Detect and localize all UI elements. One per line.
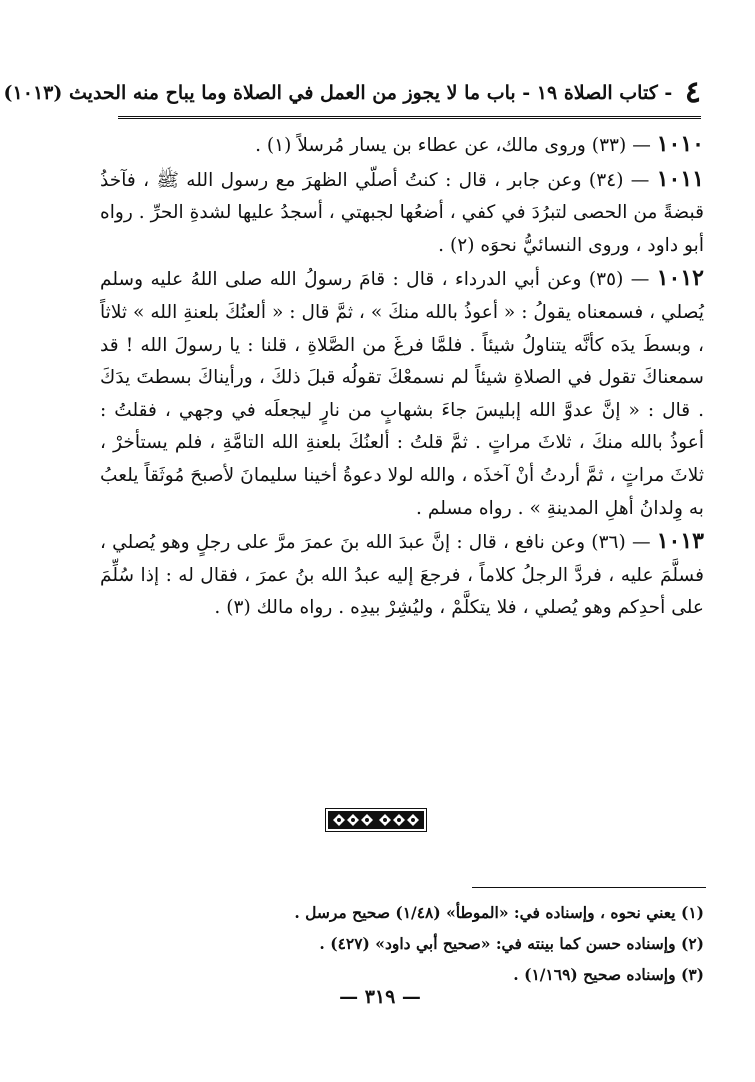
main-text (100, 128, 704, 628)
hadith-entry (100, 163, 704, 263)
page-number: — ٣١٩ — (339, 986, 421, 1008)
hadith-text: — (٣٣) وروى مالك، عن عطاء بن يسار مُرسلاً (١) . (255, 135, 651, 156)
footnote: (١) يعني نحوه ، وإسناده في: «الموطأ» (١/٤٨) صحيح مرسل . (294, 903, 704, 922)
hadith-entry (100, 525, 704, 625)
book-title: كتاب الصلاة (563, 82, 658, 104)
chapter-title: ١٩ - باب ما لا يجوز من العمل في الصلاة وما يباح منه (132, 82, 558, 104)
footnote-divider (472, 887, 706, 888)
hadith-number: ١٠١٣ (656, 528, 704, 555)
hadith-range: (١٠١٣) (3, 82, 63, 104)
hadith-number: ١٠١٠ (656, 131, 704, 157)
part-number: ٤ (684, 75, 701, 110)
running-header: ٤ - كتاب الصلاة ١٩ - باب ما لا يجوز من العمل في الصلاة وما يباح منه الحديث (١٠١٣) (118, 70, 701, 119)
footnotes (200, 897, 704, 990)
hadith-entry (100, 262, 704, 525)
ornament-divider-icon (325, 808, 427, 832)
hadith-text: — (٣٦) وعن نافع ، قال : إنَّ عبدَ الله بنَ عمرَ مرَّ على رجلٍ وهو يُصلي ، فسلَّمَ عليه ، فردَّ الرجلُ كلاماً ، فرجعَ إليه عبدُ الله بنُ عمرَ ، فقال له : إذا سُلِّمَ على أحدِكم وهو يُصلي ، فلا يتكلَّمْ ، وليُشِرْ بيدِه . رواه مالك (٣) . (100, 532, 704, 619)
hadith-text: — (٣٥) وعن أبي الدرداء ، قال : قامَ رسولُ الله صلى اللهُ عليه وسلم يُصلي ، فسمعناه يقولُ : « أعوذُ بالله منكَ » ، ثمَّ قال : « ألعنُكَ بلعنةِ الله » ثلاثاً ، وبسطَ يدَه كأنَّه يتناولُ شيئاً . فلمَّا فرغَ من الصَّلاةِ ، قلنا : يا رسولَ الله ! قد سمعناكَ تقول في الصلاةِ شيئاً لم نسمعْكَ تقولُه قبلَ ذلكَ ، ورأيناكَ بسطتَ يدَكَ . قال : « إنَّ عدوَّ الله إبليسَ جاءَ بشهابٍ من نارٍ ليجعلَه في وجهي ، فقلتُ : أعوذُ بالله منكَ ، ثلاثَ مراتٍ . ثمَّ قلتُ : ألعنُكَ بلعنةِ الله التامَّةِ ، فلم يستأخرْ ، ثلاثَ مراتٍ ، ثمَّ أردتُ أنْ آخذَه ، والله لولا دعوةُ أخينا سليمانَ لأصبحَ مُوثَقاً يلعبُ به وِلدانُ أهلِ المدينةِ » . رواه مسلم . (100, 269, 704, 519)
footnote: (٣) وإسناده صحيح (١/١٦٩) . (513, 965, 704, 984)
footnote: (٢) وإسناده حسن كما بينته في: «صحيح أبي داود» (٤٢٧) . (319, 934, 704, 953)
hadith-number: ١٠١١ (656, 165, 704, 192)
hadith-number: ١٠١٢ (656, 265, 704, 292)
hadith-entry (100, 128, 704, 163)
hadith-label: الحديث (69, 82, 127, 104)
hadith-text: — (٣٤) وعن جابر ، قال : كنتُ أصلّي الظهرَ مع رسول الله ﷺ ، فآخذُ قبضةً من الحصى لتبرُدَ في كفي ، أضعُها لجبهتي ، أسجدُ عليها لشدةِ الحرِّ . رواه أبو داود ، وروى النسائيُّ نحوَه (٢) . (100, 169, 704, 256)
